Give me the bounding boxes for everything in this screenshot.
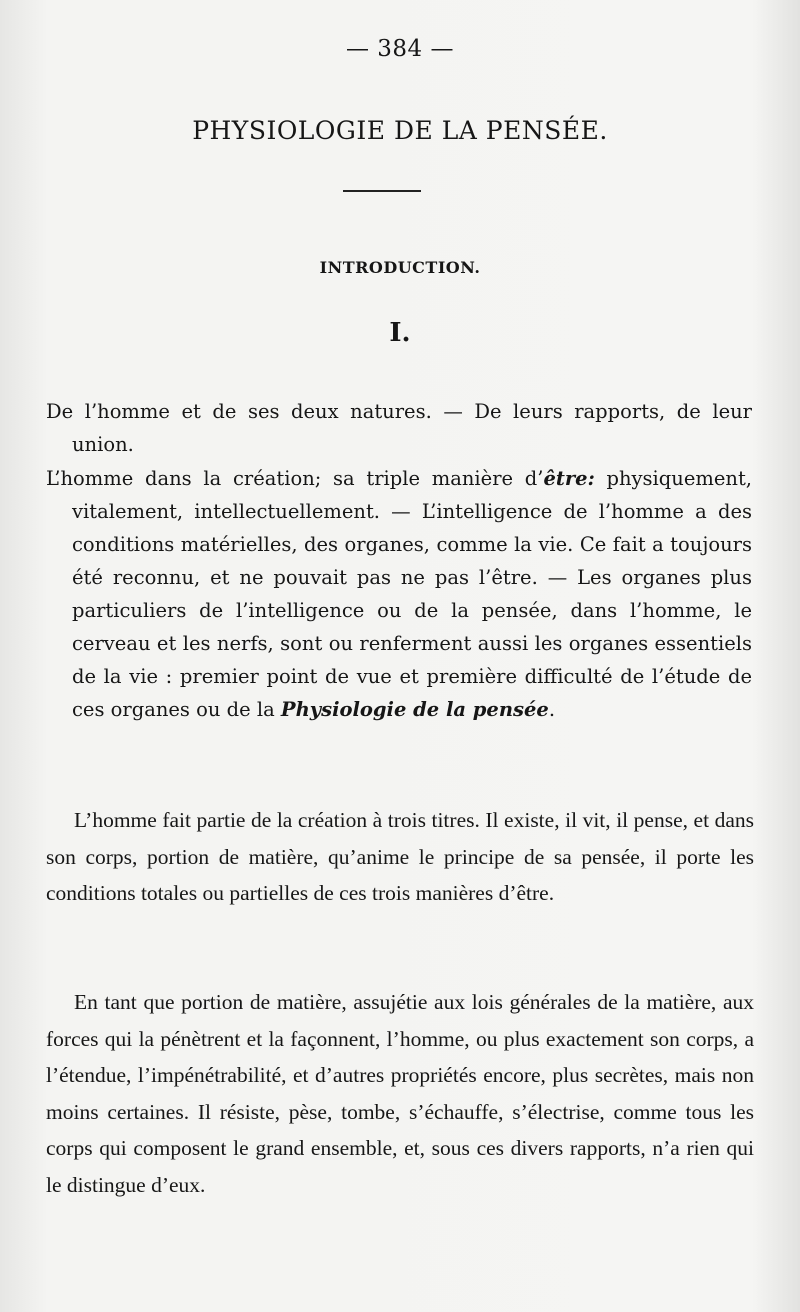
chapter-number: I. (389, 318, 411, 348)
summary-text: . (548, 698, 556, 721)
summary-paragraph: De l’homme et de ses deux natures. — De leurs rapports, de leur union. (46, 400, 752, 456)
title-rule (343, 190, 421, 192)
summary-emphasis: être: (543, 467, 595, 490)
body-paragraph-1 (46, 802, 754, 912)
body-paragraph-2 (46, 984, 754, 1203)
page-title: PHYSIOLOGIE DE LA PENSÉE. (192, 116, 608, 145)
chapter-summary-1 (46, 395, 752, 461)
summary-book-title: Physiologie de la pensée (280, 698, 549, 721)
body-paragraph: En tant que portion de matière, assujétie aux lois générales de la matière, aux forces qui la pénètrent et la façonnent, l’homme, ou plus exactement son corps, a l’étendue, l’impénétrabilité, et d’autres propriétés encore, plus secrètes, mais non moins certaines. Il résiste, pèse, tombe, s’échauffe, s’électrise, comme tous les corps qui composent le grand ensemble, et, sous ces divers rapports, n’a rien qui le distingue d’eux. (46, 990, 754, 1197)
page-number: — 384 — (345, 36, 455, 62)
chapter-summary-2 (46, 462, 752, 726)
section-heading: INTRODUCTION. (319, 258, 481, 277)
summary-text: L’homme dans la création; sa triple manière d’ (46, 467, 544, 490)
summary-text: physiquement, vitalement, intellectuellement. — L’intelligence de l’homme a des conditions matérielles, des organes, comme la vie. Ce fait a toujours été reconnu, et ne pouvait pas ne pas l’être. — Les organes plus particuliers de l’intelligence ou de la pensée, dans l’homme, le cerveau et les nerfs, sont ou renferment aussi les organes essentiels de la vie : premier point de vue et première difficulté de l’étude de ces organes ou de la (72, 467, 752, 721)
summary-paragraph (46, 462, 752, 726)
body-paragraph: L’homme fait partie de la création à trois titres. Il existe, il vit, il pense, et dans son corps, portion de matière, qu’anime le principe de sa pensée, il porte les conditions totales ou partielles de ces trois manières d’être. (46, 808, 754, 905)
